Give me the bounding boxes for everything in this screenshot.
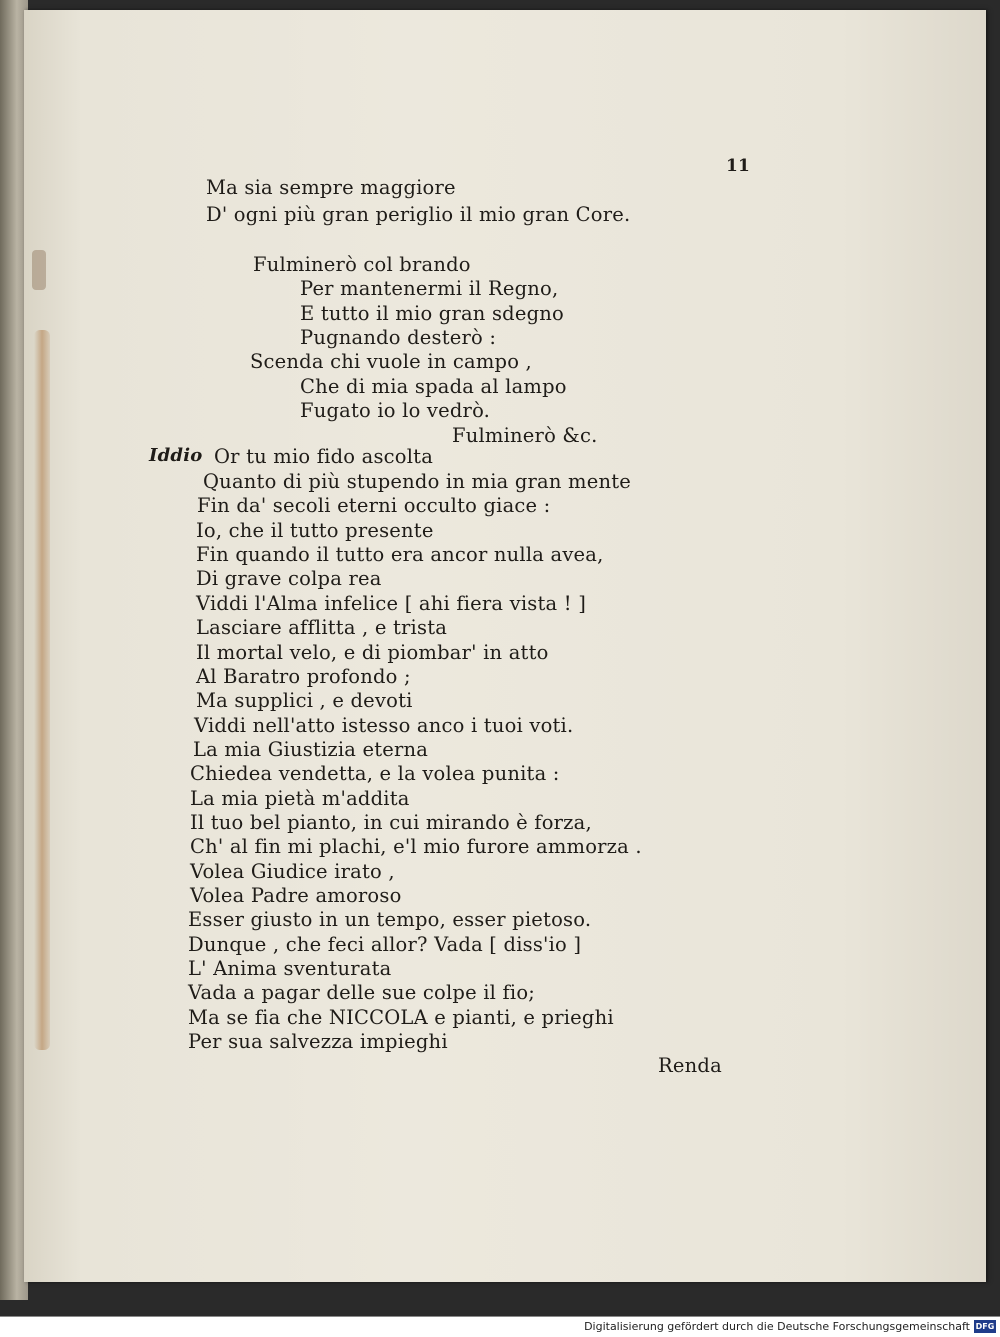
page-mark: [32, 250, 46, 290]
verse-line: Per sua salvezza impieghi: [188, 1030, 448, 1053]
verse-line: E tutto il mio gran sdegno: [300, 302, 564, 325]
speaker-name: Iddio: [149, 445, 203, 466]
verse-line: Ch' al fin mi plachi, e'l mio furore ammorza .: [190, 835, 642, 858]
catchword: Renda: [658, 1054, 722, 1077]
verse-line: Scenda chi vuole in campo ,: [250, 350, 532, 373]
verse-line: La mia Giustizia eterna: [193, 738, 429, 761]
verse-line: Fugato io lo vedrò.: [300, 399, 491, 422]
verse-line: Il tuo bel pianto, in cui mirando è forza,: [190, 811, 592, 834]
verse-line: Volea Padre amoroso: [190, 884, 402, 907]
verse-line: Dunque , che feci allor? Vada [ diss'io ]: [188, 933, 582, 956]
verse-line: Io, che il tutto presente: [196, 519, 434, 542]
verse-line: Quanto di più stupendo in mia gran mente: [203, 470, 632, 493]
verse-line: Che di mia spada al lampo: [300, 375, 567, 398]
verse-line: Viddi l'Alma infelice [ ahi fiera vista ! ]: [196, 592, 587, 615]
verse-line: Volea Giudice irato ,: [190, 860, 395, 883]
verse-line: Ma supplici , e devoti: [196, 689, 413, 712]
verse-line: L' Anima sventurata: [188, 957, 392, 980]
verse-line: Fulminerò &c.: [452, 424, 598, 447]
verse-line: Viddi nell'atto istesso anco i tuoi voti.: [194, 714, 574, 737]
verse-line: Pugnando desterò :: [300, 326, 497, 349]
verse-line: Fin quando il tutto era ancor nulla avea,: [196, 543, 604, 566]
funding-credit: Digitalisierung gefördert durch die Deutsche Forschungsgemeinschaft: [584, 1320, 970, 1333]
verse-line: La mia pietà m'addita: [190, 787, 410, 810]
page-stain: [34, 330, 50, 1050]
page-number: 11: [726, 156, 751, 176]
verse-line: Per mantenermi il Regno,: [300, 277, 559, 300]
verse-line: Fulminerò col brando: [253, 253, 471, 276]
verse-line: Ma sia sempre maggiore: [206, 176, 456, 199]
verse-line: Lasciare afflitta , e trista: [196, 616, 448, 639]
verse-line: D' ogni più gran periglio il mio gran Core.: [206, 203, 631, 226]
footer-bar: [0, 1316, 1000, 1337]
verse-line: Il mortal velo, e di piombar' in atto: [196, 641, 549, 664]
verse-line: Al Baratro profondo ;: [196, 665, 411, 688]
dfg-logo-icon: DFG: [975, 1322, 995, 1331]
verse-line: Vada a pagar delle sue colpe il fio;: [188, 981, 536, 1004]
verse-line: Di grave colpa rea: [196, 567, 382, 590]
verse-line: Fin da' secoli eterni occulto giace :: [197, 494, 551, 517]
verse-line: Chiedea vendetta, e la volea punita :: [190, 762, 560, 785]
verse-line: Or tu mio fido ascolta: [214, 445, 434, 468]
verse-line: Ma se fia che NICCOLA e pianti, e prieghi: [188, 1006, 614, 1029]
verse-line: Esser giusto in un tempo, esser pietoso.: [188, 908, 592, 931]
